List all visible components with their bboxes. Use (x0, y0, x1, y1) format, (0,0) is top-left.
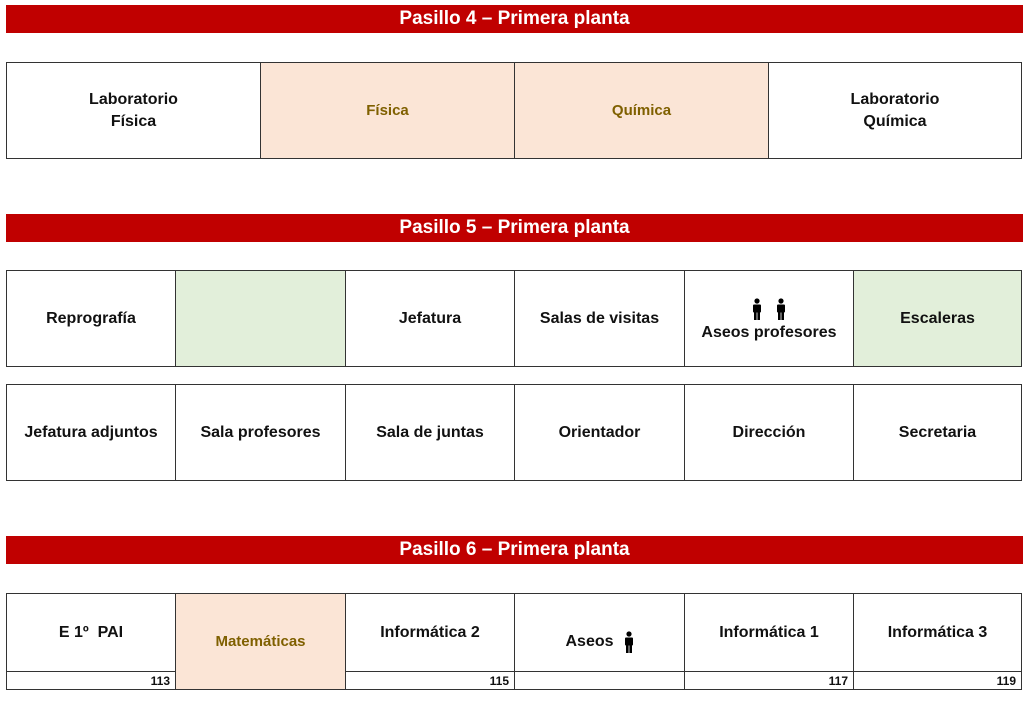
room-label: Sala profesores (200, 423, 321, 441)
pasillo-6-row (6, 593, 1022, 690)
room-informatica-2 (346, 594, 515, 689)
room-label: Reprografía (46, 309, 136, 327)
room-e1-pai (7, 594, 176, 689)
room-reprografia (7, 271, 176, 366)
room-label: E 1º PAI (58, 623, 124, 641)
room-label: Matemáticas (215, 632, 306, 650)
room-label: Laboratorio (89, 90, 178, 108)
person-icon (624, 630, 634, 654)
room-laboratorio-fisica (7, 63, 261, 158)
room-salas-de-visitas (515, 271, 685, 366)
room-label: Jefatura (398, 309, 462, 327)
room-informatica-3 (854, 594, 1021, 689)
room-number: 113 (150, 674, 170, 688)
room-label: Orientador (558, 423, 641, 441)
pasillo-5-banner: Pasillo 5 – Primera planta (6, 214, 1023, 242)
person-icon (776, 298, 786, 320)
room-label: Dirección (732, 423, 806, 441)
room-number: 117 (828, 674, 848, 688)
person-icon (752, 298, 762, 320)
number-divider (515, 671, 684, 672)
room-fisica (261, 63, 515, 158)
number-divider (685, 671, 853, 672)
room-label: Física (366, 101, 409, 119)
room-label: Química (863, 112, 927, 130)
room-aseos-profesores (685, 271, 854, 366)
room-label: Aseos profesores (701, 323, 837, 341)
room-label: Química (611, 101, 672, 119)
room-label: Física (110, 112, 157, 130)
room-informatica-1 (685, 594, 854, 689)
room-aseos (515, 594, 685, 689)
pasillo-4-row (6, 62, 1022, 159)
number-divider (346, 671, 514, 672)
room-jefatura (346, 271, 515, 366)
room-secretaria (854, 385, 1021, 480)
room-label: Secretaria (898, 423, 977, 441)
room-matematicas (176, 594, 346, 689)
room-label: Escaleras (900, 309, 975, 327)
room-sala-profesores (176, 385, 346, 480)
room-label: Salas de visitas (539, 309, 660, 327)
pasillo-6-banner: Pasillo 6 – Primera planta (6, 536, 1023, 564)
room-label: Sala de juntas (376, 423, 484, 441)
room-number: 119 (996, 674, 1016, 688)
room-label: Informática 1 (719, 623, 819, 641)
room-jefatura-adjuntos (7, 385, 176, 480)
person-icons (752, 298, 786, 320)
room-orientador (515, 385, 685, 480)
number-divider (7, 671, 175, 672)
room-label: Laboratorio (850, 90, 940, 108)
room-label: Informática 2 (380, 623, 480, 641)
number-divider (854, 671, 1021, 672)
room-sala-de-juntas (346, 385, 515, 480)
pasillo-4-banner: Pasillo 4 – Primera planta (6, 5, 1023, 33)
room-number: 115 (489, 674, 509, 688)
room-label: Informática 3 (887, 623, 988, 641)
room-label: Aseos (565, 632, 614, 650)
room-quimica (515, 63, 769, 158)
pasillo-5-row-1 (6, 270, 1022, 367)
room-label: Jefatura adjuntos (24, 423, 158, 441)
pasillo-5-row-2 (6, 384, 1022, 481)
room-empty (176, 271, 346, 366)
room-direccion (685, 385, 854, 480)
room-escaleras (854, 271, 1021, 366)
room-laboratorio-quimica (769, 63, 1021, 158)
